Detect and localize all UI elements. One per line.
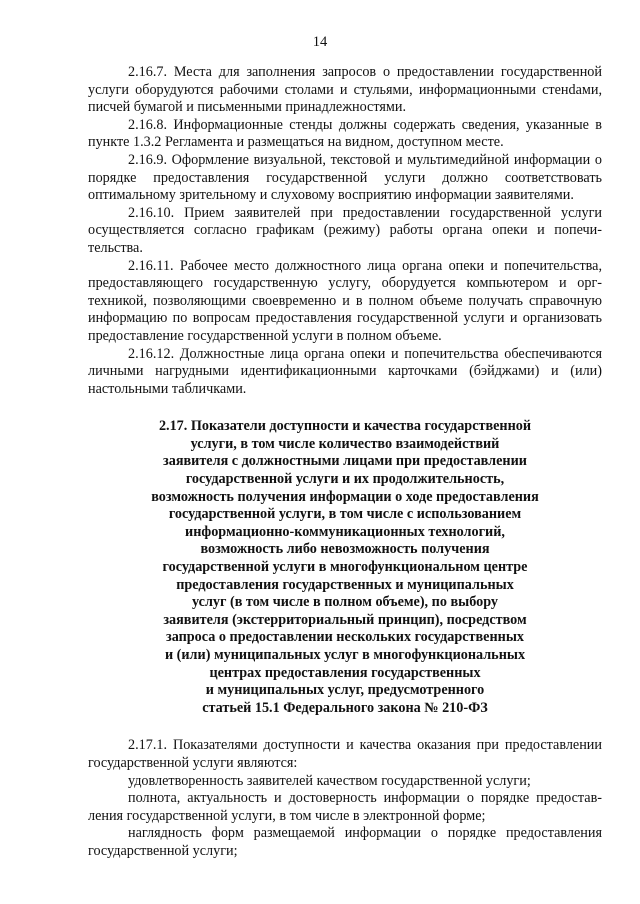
paragraph-2-16-10: 2.16.10. Прием заявителей при предоставлении государственной услуги осуществляется согласно графикам (режиму) работы органа опеки и попечительства. [88, 204, 602, 256]
list-item-visibility: наглядность форм размещаемой информации о порядке предоставления государственной услуги; [88, 825, 602, 859]
heading-line: и (или) муниципальных услуг в многофункциональных [164, 647, 526, 663]
heading-line: возможность либо невозможность получения [200, 541, 490, 558]
heading-line: центрах предоставления государственных [209, 664, 481, 681]
heading-line: государственной услуги, в том числе с использованием [168, 506, 522, 523]
document-body [88, 64, 602, 861]
heading-line: услуг (в том числе в полном объеме), по выбору [191, 594, 498, 611]
section-heading-2-17 [98, 418, 592, 717]
heading-line: заявителя с должностными лицами при предоставлении [163, 453, 527, 470]
heading-line: статьей 15.1 Федерального закона № 210-ФЗ [202, 699, 488, 716]
list-item-completeness: полнота, актуальность и достоверность информации о порядке предоставления государственной услуги, в том числе в электронной форме; [88, 790, 602, 824]
list-item-satisfaction: удовлетворенность заявителей качеством государственной услуги; [128, 772, 531, 789]
page-number: 14 [312, 34, 328, 50]
paragraph-2-16-7: 2.16.7. Места для заполнения запросов о предоставлении государственной услуги оборудуются рабочими столами и стульями, информационными стенdами, писчей бумагой и письменными принадлежностями. [88, 64, 602, 116]
paragraph-2-16-9: 2.16.9. Оформление визуальной, текстовой и мультимедийной информации о порядке предоставления государственной услуги должно соответствовать оптимальному зрительному и слуховому восприятию информации заявителями. [88, 151, 602, 204]
heading-line: и муниципальных услуг, предусмотренного [205, 682, 485, 699]
heading-line: 2.17. Показатели доступности и качества государственной [158, 418, 532, 435]
heading-line: запроса о предоставлении нескольких государственных [166, 629, 524, 646]
heading-line: возможность получения информации о ходе предоставления [151, 488, 539, 505]
heading-line: предоставления государственных и муниципальных [176, 576, 514, 593]
paragraph-2-16-8: 2.16.8. Информационные стенды должны содержать сведения, указанные в пункте 1.3.2 Регламента и размещаться на видном, доступном месте. [88, 116, 602, 151]
heading-line: информационно-коммуникационных технологий, [185, 523, 505, 540]
heading-line: заявителя (экстерриториальный принцип), посредством [163, 611, 527, 628]
paragraph-2-17-1: 2.17.1. Показателями доступности и качества оказания при предоставлении государственной услуги являются: [88, 737, 602, 771]
heading-line: государственной услуги и их продолжительность, [185, 471, 505, 488]
heading-line: услуги, в том числе количество взаимодействий [190, 435, 500, 452]
paragraph-2-16-12: 2.16.12. Должностные лица органа опеки и попечительства обеспечиваются личными нагрудными идентификационными карточками (бэйджами) и (или) настольными табличками. [88, 345, 602, 397]
heading-line: государственной услуги в многофункциональном центре [162, 559, 528, 576]
paragraph-2-16-11: 2.16.11. Рабочее место должностного лица органа опеки и попечительства, предоставляющего государственную услугу, оборудуется компьютером и оргтехникой, позволяющими своевременно и в полном объеме получать справочную информацию по вопросам предоставления государственной услуги и организовать предоставление государственной услуги в полном объеме. [88, 257, 602, 344]
